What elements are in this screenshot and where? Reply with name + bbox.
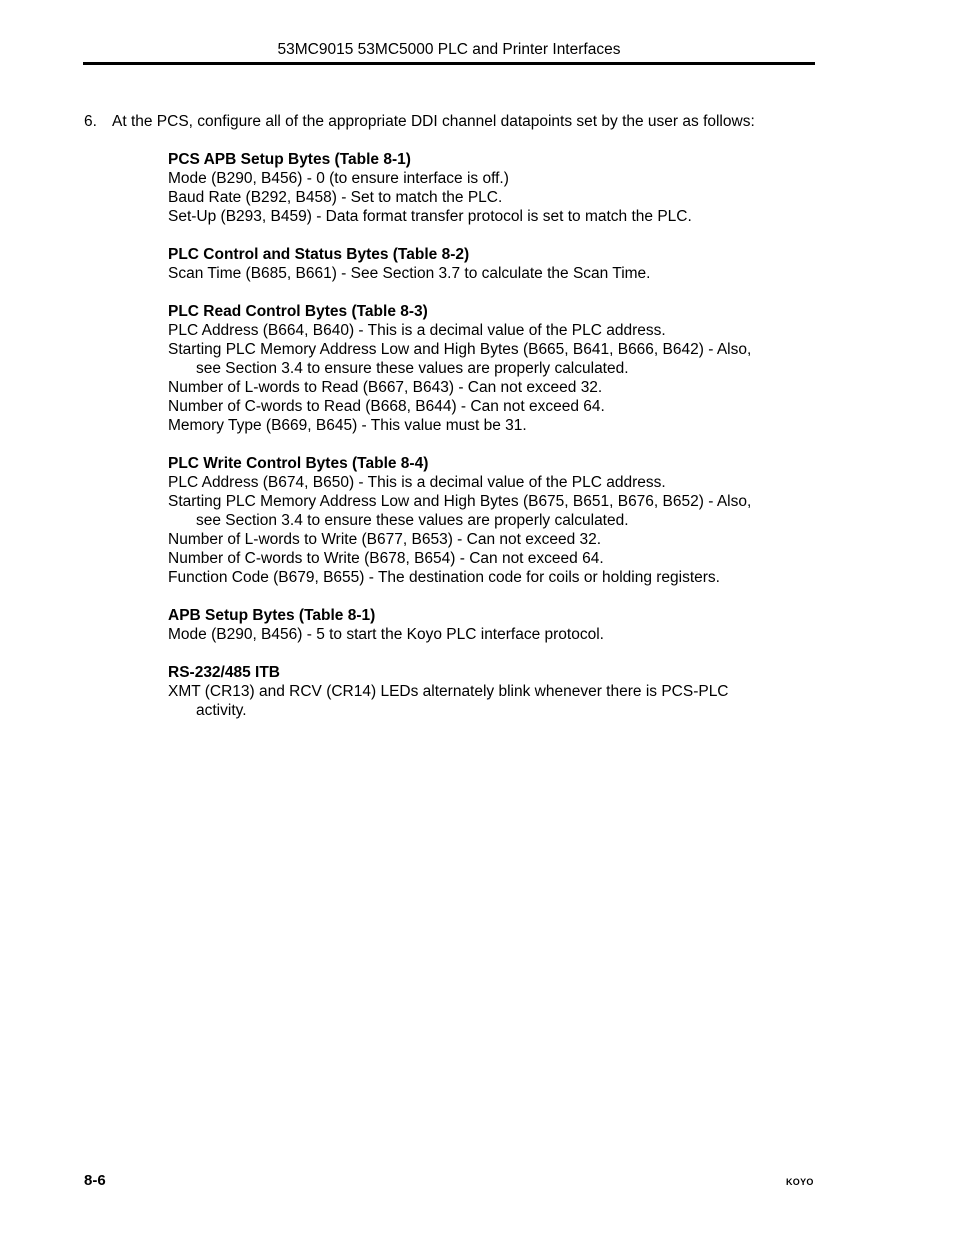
section-line: Starting PLC Memory Address Low and High Bytes (B665, B641, B666, B642) - Also, [168,341,752,358]
header-divider [83,62,815,65]
section-title: PCS APB Setup Bytes (Table 8-1) [168,151,411,168]
section-line: XMT (CR13) and RCV (CR14) LEDs alternately blink whenever there is PCS-PLC [168,683,729,700]
section-line: Baud Rate (B292, B458) - Set to match the PLC. [168,189,503,206]
section-title: PLC Control and Status Bytes (Table 8-2) [168,246,470,263]
section-line: Mode (B290, B456) - 5 to start the Koyo PLC interface protocol. [168,626,604,643]
page-number: 8-6 [84,1172,106,1189]
section-plc-read-control [168,302,808,435]
page-header-title: 53MC9015 53MC5000 PLC and Printer Interfaces [277,41,621,58]
section-line: PLC Address (B664, B640) - This is a decimal value of the PLC address. [168,322,666,339]
section-rs232-485-itb [168,663,808,720]
section-pcs-apb-setup [168,150,808,226]
section-plc-control-status [168,245,808,283]
section-plc-write-control [168,454,808,587]
section-line: Starting PLC Memory Address Low and High Bytes (B675, B651, B676, B652) - Also, [168,493,752,510]
section-title: PLC Read Control Bytes (Table 8-3) [168,303,428,320]
section-line-continued: activity. [196,702,247,719]
section-line: PLC Address (B674, B650) - This is a decimal value of the PLC address. [168,474,666,491]
section-title: APB Setup Bytes (Table 8-1) [168,607,376,624]
datapoint-sections [168,150,808,739]
footer-brand: KOYO [786,1177,814,1187]
section-line: Memory Type (B669, B645) - This value must be 31. [168,417,527,434]
section-apb-setup [168,606,808,644]
section-line: Scan Time (B685, B661) - See Section 3.7 to calculate the Scan Time. [168,265,651,282]
section-line: Number of C-words to Read (B668, B644) - Can not exceed 64. [168,398,605,415]
section-line: Number of L-words to Read (B667, B643) - Can not exceed 32. [168,379,603,396]
section-line: Mode (B290, B456) - 0 (to ensure interface is off.) [168,170,509,187]
section-line: Number of L-words to Write (B677, B653) - Can not exceed 32. [168,531,602,548]
section-title: PLC Write Control Bytes (Table 8-4) [168,455,429,472]
section-title: RS-232/485 ITB [168,664,280,681]
section-line: Number of C-words to Write (B678, B654) - Can not exceed 64. [168,550,604,567]
section-line: Function Code (B679, B655) - The destination code for coils or holding registers. [168,569,720,586]
step-text: At the PCS, configure all of the appropriate DDI channel datapoints set by the user as follows: [112,113,755,130]
section-line-continued: see Section 3.4 to ensure these values are properly calculated. [196,360,629,377]
step-number: 6. [84,113,97,130]
section-line: Set-Up (B293, B459) - Data format transfer protocol is set to match the PLC. [168,208,692,225]
section-line-continued: see Section 3.4 to ensure these values are properly calculated. [196,512,629,529]
